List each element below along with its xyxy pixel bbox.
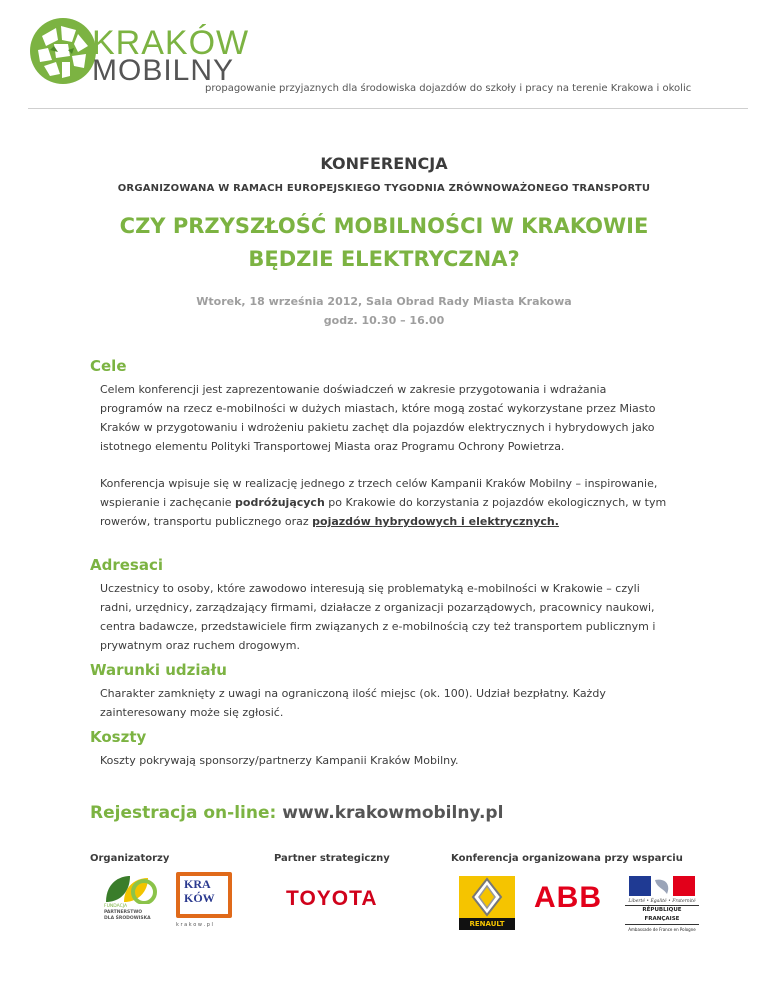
- fps-line1: FUNDACJA: [104, 904, 128, 909]
- marianne-icon: [625, 874, 699, 898]
- toyota-logo: TOYOTA: [286, 887, 378, 910]
- support-label: Konferencja organizowana przy wsparciu: [451, 853, 683, 864]
- event-date-place: Wtorek, 18 września 2012, Sala Obrad Rady Miasta Krakowa: [196, 295, 572, 308]
- rf-embassy: Ambassade de France en Pologne: [628, 927, 696, 932]
- main-title-line1: CZY PRZYSZŁOŚĆ MOBILNOŚCI W KRAKOWIE: [119, 214, 649, 238]
- event-hours: godz. 10.30 – 16.00: [323, 314, 445, 327]
- logo-text-mobilny: MOBILNY: [92, 54, 235, 87]
- organizers-label: Organizatorzy: [90, 853, 170, 864]
- goals-p2-bold: podróżujących: [235, 496, 325, 509]
- audience-paragraph: Uczestnicy to osoby, które zawodowo interesują się problematyką e-mobilności w Krakowie – czyli radni, urzędnicy, zarządzający firmami, działacze z organizacji pozarządowych, pracownicy naukowi, centra badawcze, przedstawiciele firm związanych z e-mobilnością czy też transportem publicznym i prywatnym oraz ruchem drogowym.: [100, 582, 656, 652]
- conditions-paragraph: Charakter zamknięty z uwagi na ograniczoną ilość miejsc (ok. 100). Udział bezpłatny. Każdy zainteresowany może się zgłosić.: [100, 687, 606, 719]
- conference-subtitle: ORGANIZOWANA W RAMACH EUROPEJSKIEGO TYGODNIA ZRÓWNOWAŻONEGO TRANSPORTU: [117, 183, 651, 194]
- rf-name: RÉPUBLIQUE FRANÇAISE: [625, 905, 699, 925]
- registration-label: Rejestracja on-line:: [90, 803, 277, 823]
- goals-p2-link[interactable]: pojazdów hybrydowych i elektrycznych.: [312, 515, 559, 528]
- strategic-partner-label: Partner strategiczny: [274, 853, 390, 864]
- goals-p2-text-a: Konferencja wpisuje się w realizację jednego z trzech celów Kampanii Kraków Mobilny – inspirowanie, wspieranie i zachęcanie: [100, 477, 658, 509]
- renault-logo: [459, 876, 515, 930]
- fps-logo: [104, 874, 164, 930]
- abb-logo: ABB: [534, 881, 602, 914]
- rf-motto: Liberté • Égalité • Fraternité: [628, 899, 696, 904]
- goals-paragraph-2: [100, 474, 670, 531]
- section-heading-conditions: Warunki udziału: [90, 661, 227, 679]
- main-title-line2: BĘDZIE ELEKTRYCZNA?: [248, 247, 520, 271]
- header-tagline: propagowanie przyjaznych dla środowiska dojazdów do szkoły i pracy na terenie Krakowa i okolic: [205, 83, 692, 94]
- registration-url-link[interactable]: www.krakowmobilny.pl: [282, 803, 504, 823]
- section-heading-costs: Koszty: [90, 728, 147, 746]
- renault-wordmark: RENAULT: [459, 918, 515, 930]
- event-meta: [0, 292, 768, 330]
- logo-text-krakow: KRAKÓW: [92, 24, 250, 62]
- republique-francaise-logo: [625, 874, 699, 932]
- krakow-mobilny-logo-mark: [28, 16, 98, 86]
- section-heading-audience: Adresaci: [90, 556, 164, 574]
- fps-logo-mark: [104, 874, 158, 904]
- conference-label: KONFERENCJA: [320, 154, 448, 173]
- renault-diamond-icon: [459, 876, 515, 918]
- goals-p2-text-b: po Krakowie do korzystania z pojazdów ekologicznych, w tym rowerów, transportu publicznego oraz: [100, 496, 667, 528]
- fps-line2: PARTNERSTWO: [104, 910, 143, 915]
- section-heading-goals: Cele: [90, 357, 127, 375]
- header-divider: [28, 108, 748, 109]
- krakow-logo-url: k r a k o w . p l: [176, 922, 213, 928]
- krakow-city-logo: [174, 872, 236, 930]
- fps-line3: DLA ŚRODOWISKA: [104, 916, 151, 921]
- main-title: [0, 210, 768, 276]
- krakow-logo-text-bottom: KÓW: [184, 891, 215, 905]
- registration-line: [90, 803, 503, 823]
- costs-paragraph: Koszty pokrywają sponsorzy/partnerzy Kampanii Kraków Mobilny.: [100, 754, 459, 767]
- krakow-logo-text-top: KRA: [184, 877, 211, 891]
- goals-paragraph-1: Celem konferencji jest zaprezentowanie doświadczeń w zakresie przygotowania i wdrażania programów na rzecz e-mobilności w dużych miastach, które mogą zostać wykorzystane przez Miasto Kraków w przygotowaniu i wdrożeniu pakietu zachęt dla pojazdów elektrycznych i hybrydowych jako istotnego elementu Polityki Transportowej Miasta oraz Programu Ochrony Powietrza.: [100, 383, 656, 453]
